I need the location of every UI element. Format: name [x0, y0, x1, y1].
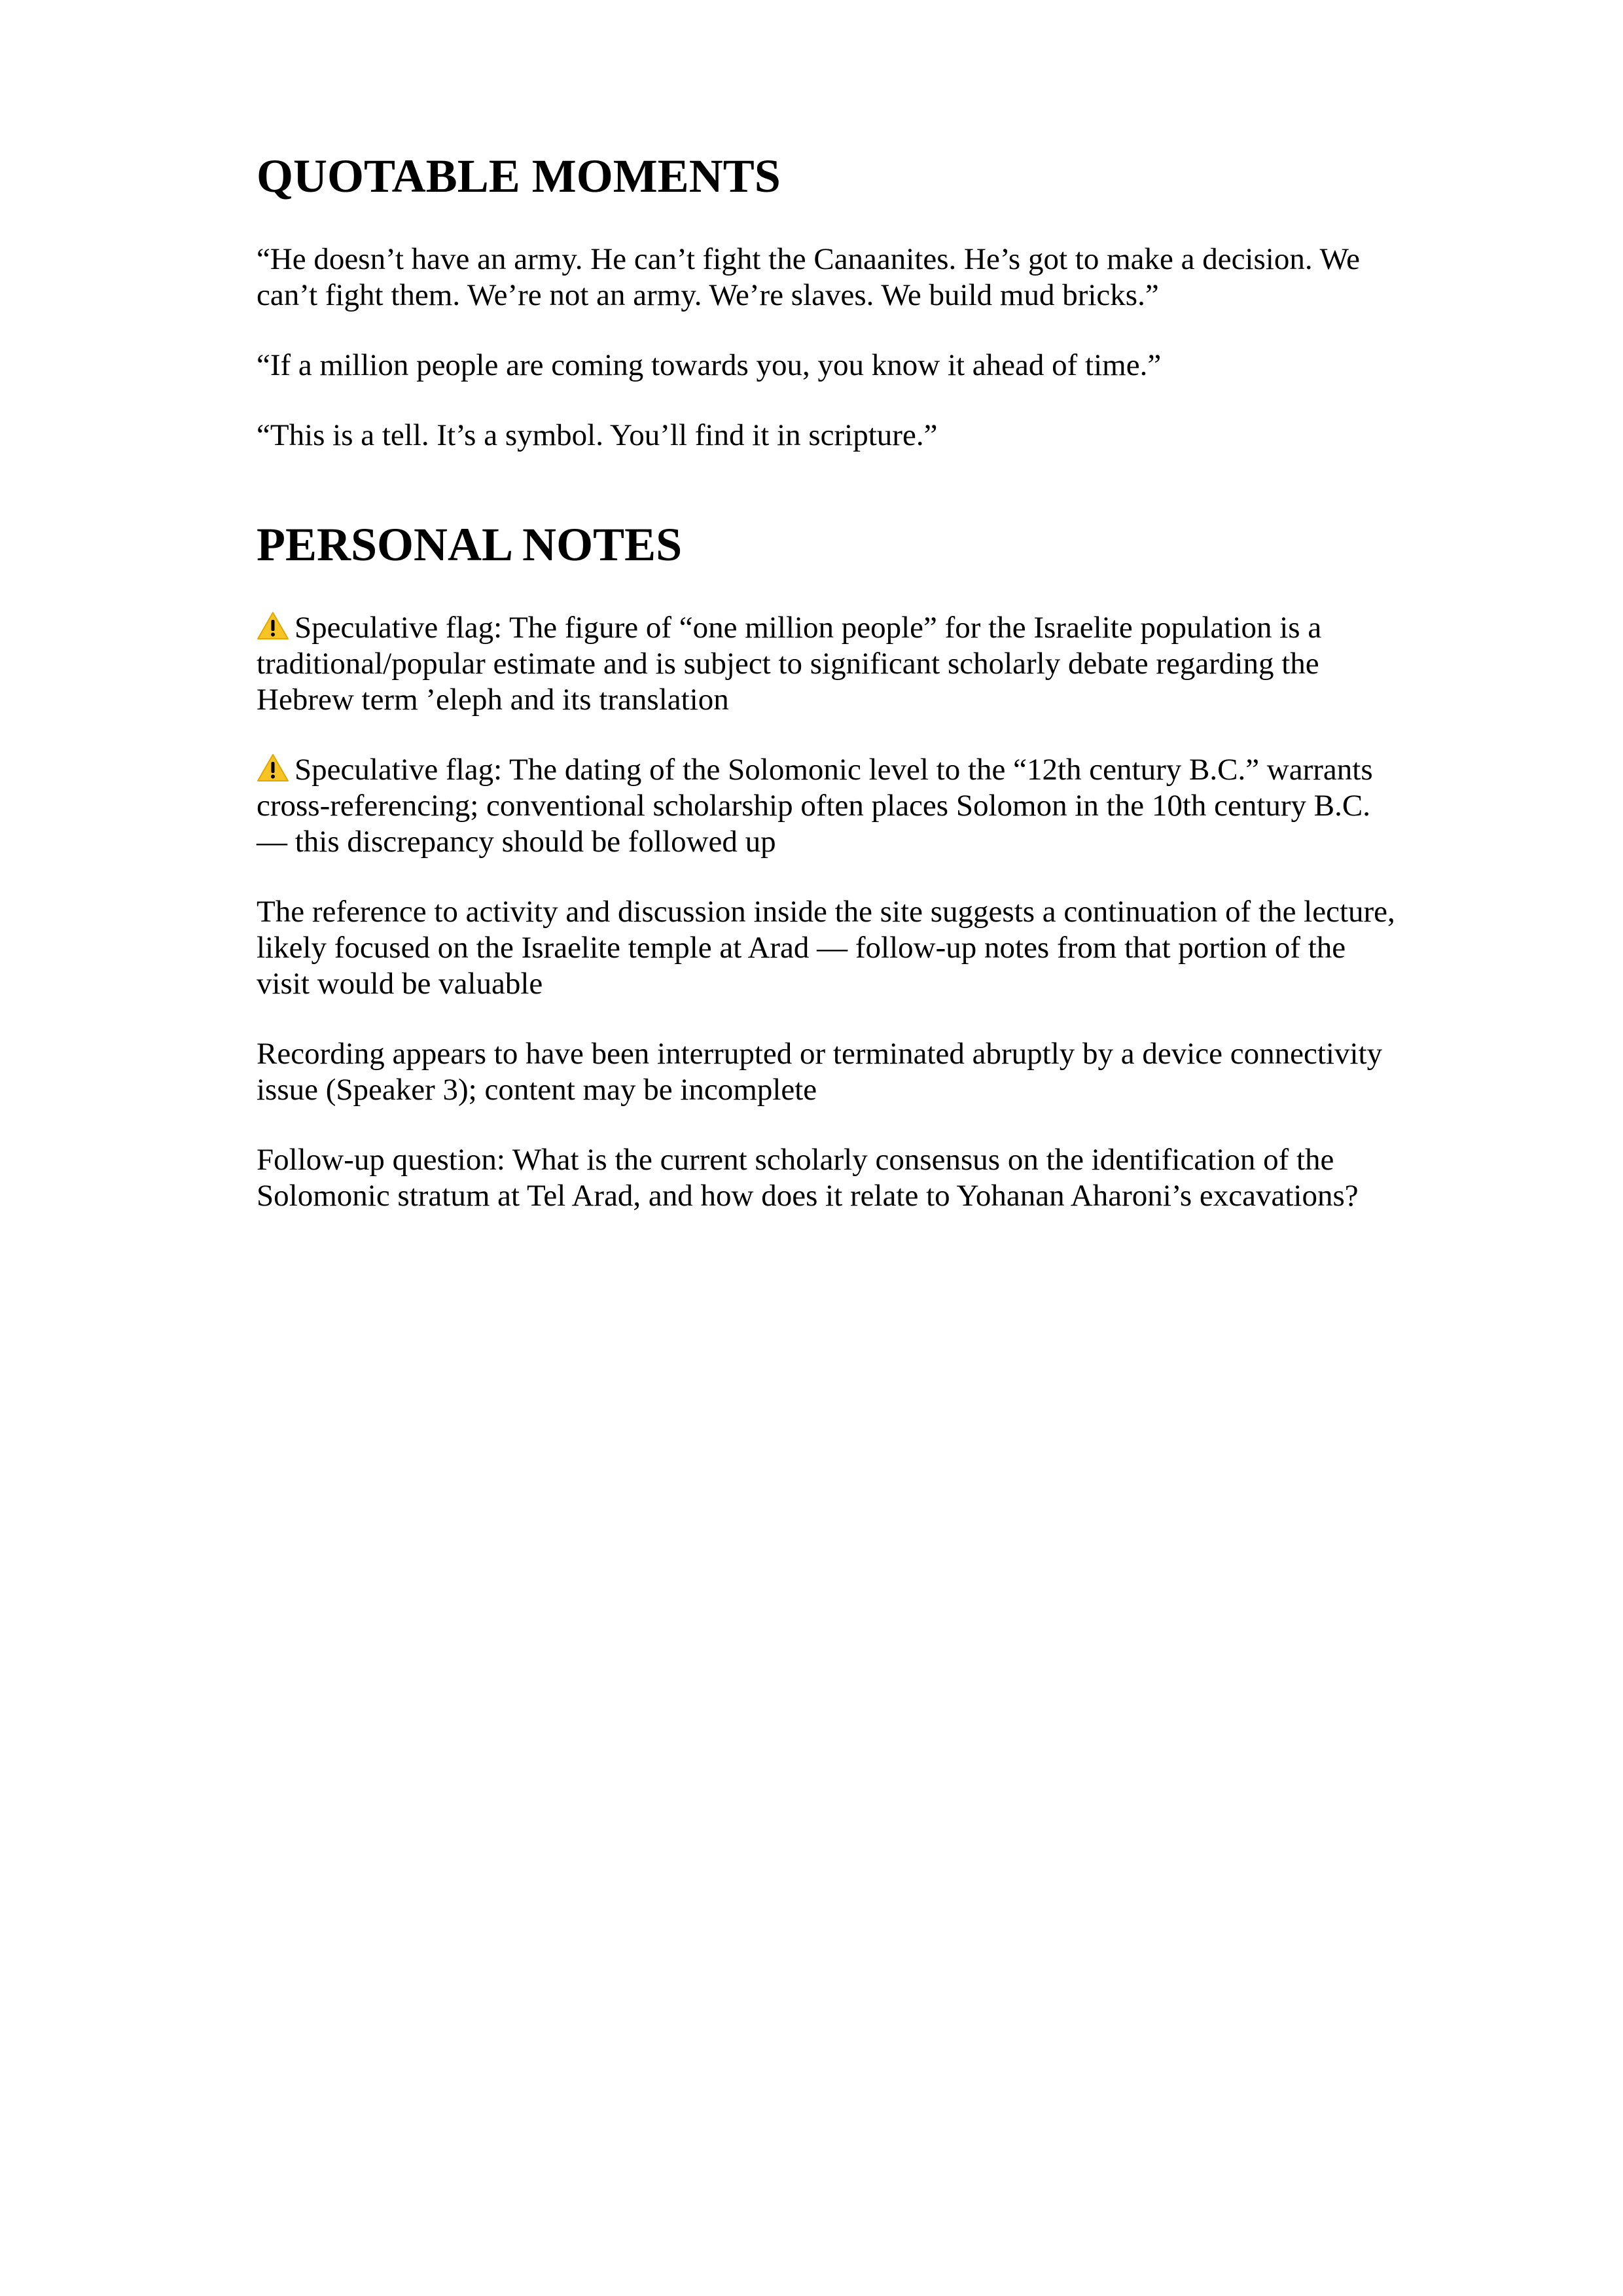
personal-notes-heading: PERSONAL NOTES [257, 518, 683, 571]
note-text: Speculative flag: The dating of the Solomonic level to the “12th century B.C.” warrants cross-referencing; conventional scholarship often places Solomon in the 10th century B.C. — this discrepancy should be followed up [257, 752, 1373, 859]
note-item [257, 610, 1402, 718]
quote: “If a million people are coming towards you, you know it ahead of time.” [257, 348, 1162, 382]
warning-icon [257, 753, 289, 782]
quote: “This is a tell. It’s a symbol. You’ll find it in scripture.” [257, 418, 938, 452]
document-page [257, 149, 1402, 1214]
personal-notes-section [257, 518, 1402, 1214]
warning-icon [257, 611, 289, 640]
quotable-moments-section [257, 149, 1402, 454]
note-text: The reference to activity and discussion inside the site suggests a continuation of the lecture, likely focused on the Israelite temple at Arad — follow-up notes from that portion of the visit would be valuable [257, 894, 1395, 1001]
note-text: Follow-up question: What is the current scholarly consensus on the identification of the Solomonic stratum at Tel Arad, and how does it relate to Yohanan Aharoni’s excavations? [257, 1142, 1359, 1213]
note-item [257, 1036, 1402, 1108]
note-text: Speculative flag: The figure of “one million people” for the Israelite population is a traditional/popular estimate and is subject to significant scholarly debate regarding the Hebrew term ’eleph and its translation [257, 610, 1322, 717]
note-item [257, 752, 1402, 860]
note-item [257, 1142, 1402, 1214]
quotable-moments-heading: QUOTABLE MOMENTS [257, 150, 781, 202]
note-item [257, 894, 1402, 1002]
quote: “He doesn’t have an army. He can’t fight the Canaanites. He’s got to make a decision. We can’t fight them. We’re not an army. We’re slaves. We build mud bricks.” [257, 242, 1360, 312]
note-text: Recording appears to have been interrupted or terminated abruptly by a device connectivity issue (Speaker 3); content may be incomplete [257, 1036, 1383, 1107]
